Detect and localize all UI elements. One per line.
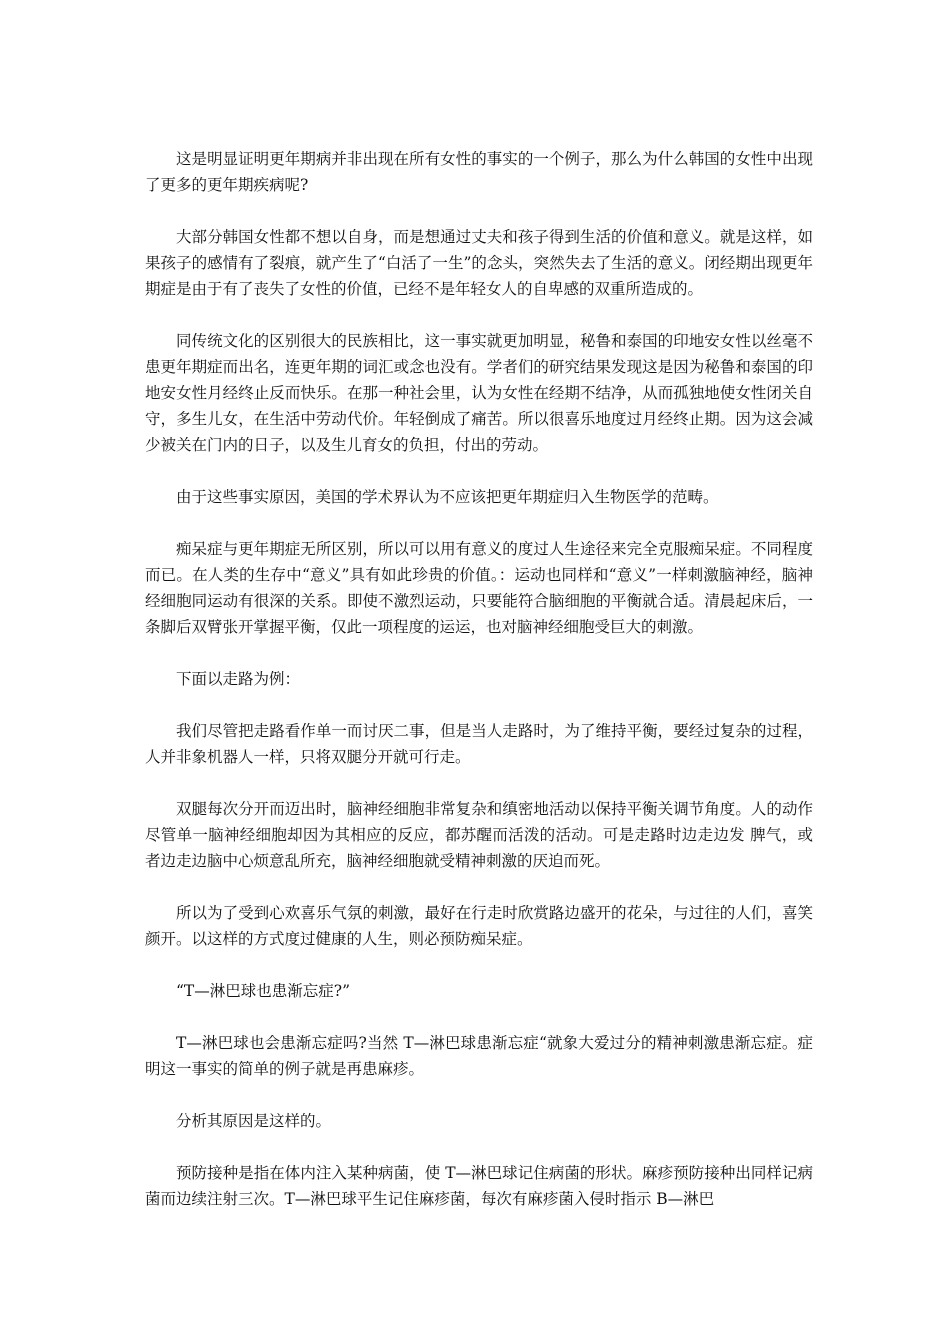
section-heading: “T—淋巴球也患渐忘症?” <box>176 982 350 1000</box>
paragraph-2: 大部分韩国女性都不想以自身，而是想通过丈夫和孩子得到生活的价值和意义。就是这样，如果孩子的感情有了裂痕，就产生了“白活了一生”的念头，突然失去了生活的意义。闭经期出现更年期症是由于有了丧失了女性的价值，已经不是年轻女人的自卑感的双重所造成的。 <box>145 228 813 298</box>
paragraph-8: 双腿每次分开而迈出时，脑神经细胞非常复杂和缜密地活动以保持平衡关调节角度。人的动作尽管单一脑神经细胞却因为其相应的反应，都苏醒而活泼的活动。可是走路时边走边发 脾气，或者边走边脑中心烦意乱所充，脑神经细胞就受精神刺激的厌迫而死。 <box>145 800 813 870</box>
paragraph-11: 分析其原因是这样的。 <box>176 1112 332 1130</box>
paragraph-12: 预防接种是指在体内注入某种病菌，使 T—淋巴球记住病菌的形状。麻疹预防接种出同样记病菌而边续注射三次。T—淋巴球平生记住麻疹菌，每次有麻疹菌入侵时指示 B—淋巴 <box>145 1164 813 1208</box>
paragraph-6: 下面以走路为例： <box>176 670 301 688</box>
paragraph-10: T—淋巴球也会患渐忘症吗?当然 T—淋巴球患渐忘症“就象大爱过分的精神刺激患渐忘症。症明这一事实的简单的例子就是再患麻疹。 <box>145 1034 813 1078</box>
paragraph-1: 这是明显证明更年期病并非出现在所有女性的事实的一个例子，那么为什么韩国的女性中出现了更多的更年期疾病呢? <box>145 150 813 194</box>
paragraph-3: 同传统文化的区别很大的民族相比，这一事实就更加明显，秘鲁和泰国的印地安女性以丝毫不患更年期症而出名，连更年期的词汇或念也没有。学者们的研究结果发现这是因为秘鲁和泰国的印地安女性月经终止反而快乐。在那一种社会里，认为女性在经期不结净，从而孤独地使女性闭关自守，多生儿女，在生活中劳动代价。年轻倒成了痛苦。所以很喜乐地度过月经终止期。因为这会减少被关在门内的日子，以及生儿育女的负担，付出的劳动。 <box>145 332 813 454</box>
paragraph-5: 痴呆症与更年期症无所区别，所以可以用有意义的度过人生途径来完全克服痴呆症。不同程度而已。在人类的生存中“意义”具有如此珍贵的价值。：运动也同样和“意义”一样刺激脑神经，脑神经细胞同运动有很深的关系。即使不激烈运动，只要能符合脑细胞的平衡就合适。清晨起床后，一条脚后双臂张开掌握平衡，仅此一项程度的运运，也对脑神经细胞受巨大的刺激。 <box>145 540 813 636</box>
paragraph-7: 我们尽管把走路看作单一而讨厌二事，但是当人走路时，为了维持平衡，要经过复杂的过程，人并非象机器人一样，只将双腿分开就可行走。 <box>145 722 813 766</box>
document-body <box>145 146 813 1238</box>
paragraph-9: 所以为了受到心欢喜乐气氛的刺激，最好在行走时欣赏路边盛开的花朵，与过往的人们，喜笑颜开。以这样的方式度过健康的人生，则必预防痴呆症。 <box>145 904 813 948</box>
paragraph-4: 由于这些事实原因，美国的学术界认为不应该把更年期症归入生物医学的范畴。 <box>176 488 719 506</box>
